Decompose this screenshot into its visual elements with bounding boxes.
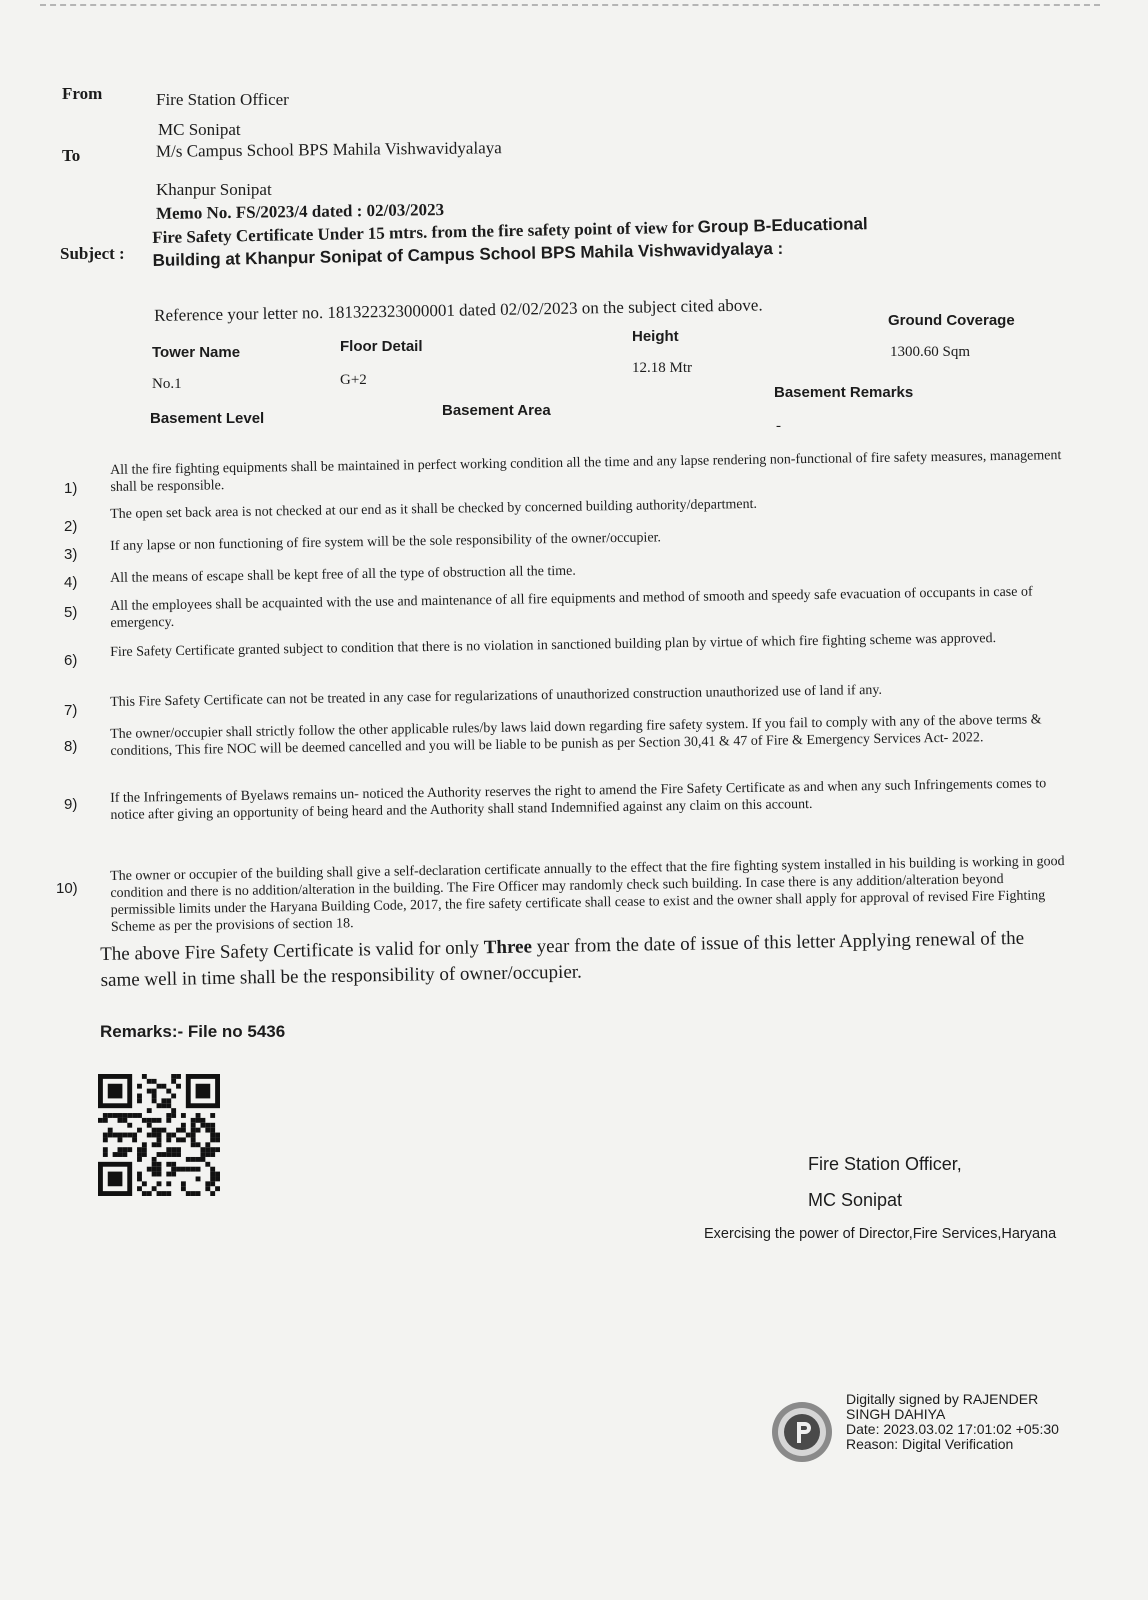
condition-text: All the employees shall be acquainted with the use and maintenance of all fire equipments and method of smooth and speedy safe evacuation of occupants in case of emergency. <box>110 584 1033 631</box>
condition-number: 2) <box>64 518 78 535</box>
condition-number: 1) <box>64 480 78 497</box>
remarks: Remarks:- File no 5436 <box>100 1022 286 1041</box>
dsig-line-4: Reason: Digital Verification <box>846 1436 1014 1452</box>
top-edge-line <box>40 4 1100 8</box>
ground-coverage-value: 1300.60 Sqm <box>890 344 971 360</box>
condition-number: 7) <box>64 702 78 719</box>
signatory-title: Fire Station Officer, <box>808 1154 962 1174</box>
subject-label: Subject : <box>60 244 125 263</box>
to-line-1: M/s Campus School BPS Mahila Vishwavidyalaya <box>155 138 502 161</box>
basement-level-label: Basement Level <box>150 410 265 427</box>
digital-signature-text <box>846 1392 1136 1452</box>
signatory-authority: Exercising the power of Director,Fire Services,Haryana <box>704 1226 1057 1242</box>
condition-number: 9) <box>64 796 78 813</box>
tower-name-value: No.1 <box>152 376 182 392</box>
validity-pre: The above Fire Safety Certificate is valid for only <box>100 937 480 965</box>
dsig-line-3: Date: 2023.03.02 17:01:02 +05:30 <box>846 1421 1059 1437</box>
validity-duration: Three <box>483 936 533 959</box>
signatory-office: MC Sonipat <box>808 1190 903 1210</box>
condition-number: 4) <box>64 574 78 591</box>
subject-line-1b: Group B-Educational <box>697 214 868 237</box>
floor-detail-value: G+2 <box>340 372 367 388</box>
condition-text: This Fire Safety Certificate can not be treated in any case for regularizations of unauthorized construction unauthorized use of land if any. <box>110 682 883 710</box>
condition-number: 10) <box>56 880 78 897</box>
to-line-2: Khanpur Sonipat <box>156 180 272 199</box>
tower-name-label: Tower Name <box>152 344 241 361</box>
subject-line-1a: Fire Safety Certificate Under 15 mtrs. from the fire safety point of view for <box>152 217 694 247</box>
height-value: 12.18 Mtr <box>632 360 692 376</box>
condition-text: The owner/occupier shall strictly follow the other applicable rules/by laws laid down regarding fire safety system. If you fail to comply with any of the above terms & conditions, This fire NOC will be deemed cancelled and you will be liable to be punish as per Section 30,41 & 47 of Fire & Emergency Services Act- 2022. <box>110 712 1042 759</box>
dsig-line-2: SINGH DAHIYA <box>846 1406 946 1422</box>
condition-text: If any lapse or non functioning of fire system will be the sole responsibility of the owner/occupier. <box>110 530 662 554</box>
ground-coverage-label: Ground Coverage <box>888 312 1015 329</box>
from-line-2: MC Sonipat <box>158 120 241 139</box>
qr-code-icon <box>98 1074 220 1196</box>
condition-number: 5) <box>64 604 78 621</box>
basement-area-label: Basement Area <box>442 402 551 419</box>
from-label: From <box>62 84 103 103</box>
condition-number: 8) <box>64 738 78 755</box>
condition-number: 3) <box>64 546 78 563</box>
validity-statement <box>100 926 1041 994</box>
condition-number: 6) <box>64 652 78 669</box>
basement-remarks-label: Basement Remarks <box>774 384 914 401</box>
height-label: Height <box>632 328 679 345</box>
condition-text: The open set back area is not checked at our end as it shall be checked by concerned building authority/department. <box>110 496 758 522</box>
floor-detail-label: Floor Detail <box>340 338 423 355</box>
validity-post: year from the date of issue of this letter Applying renewal of the same well in time shall be the responsibility of owner/occupier. <box>100 927 1025 991</box>
condition-text: If the Infringements of Byelaws remains un- noticed the Authority reserves the right to amend the Fire Safety Certificate as and when any such Infringements comes to notice after giving an opportunity of being heard and the Authority shall stand Indemnified against any claim on this account. <box>110 776 1047 823</box>
dsig-line-1: Digitally signed by RAJENDER <box>846 1391 1039 1407</box>
digital-seal-icon <box>770 1400 834 1464</box>
memo-number: Memo No. FS/2023/4 dated : 02/03/2023 <box>155 199 445 224</box>
condition-text: Fire Safety Certificate granted subject to condition that there is no violation in sanctioned building plan by virtue of which fire fighting scheme was approved. <box>110 631 997 660</box>
condition-text: The owner or occupier of the building shall give a self-declaration certificate annually to the effect that the fire fighting system installed in his building is working in good condition and there is no addition/alteration in the building. The Fire Officer may randomly check such building. In case there is any addition/alteration beyond permissible limits under the Haryana Building Code, 2017, the fire safety certificate shall cease to exist and the owner shall apply for approval of revised Fire Fighting Scheme as per the provisions of section 18. <box>110 854 1065 935</box>
condition-text: All the fire fighting equipments shall be maintained in perfect working condition all the time and any lapse rendering non-functional of fire safety measures, management shall be responsible. <box>110 448 1062 495</box>
to-label: To <box>62 146 81 165</box>
subject-line-2: Building at Khanpur Sonipat of Campus School BPS Mahila Vishwavidyalaya : <box>152 238 784 270</box>
basement-remarks-value: - <box>776 418 781 434</box>
reference-line: Reference your letter no. 181322323000001 dated 02/02/2023 on the subject cited above. <box>154 295 763 325</box>
condition-text: All the means of escape shall be kept free of all the type of obstruction all the time. <box>110 563 576 586</box>
from-line-1: Fire Station Officer <box>156 90 289 109</box>
